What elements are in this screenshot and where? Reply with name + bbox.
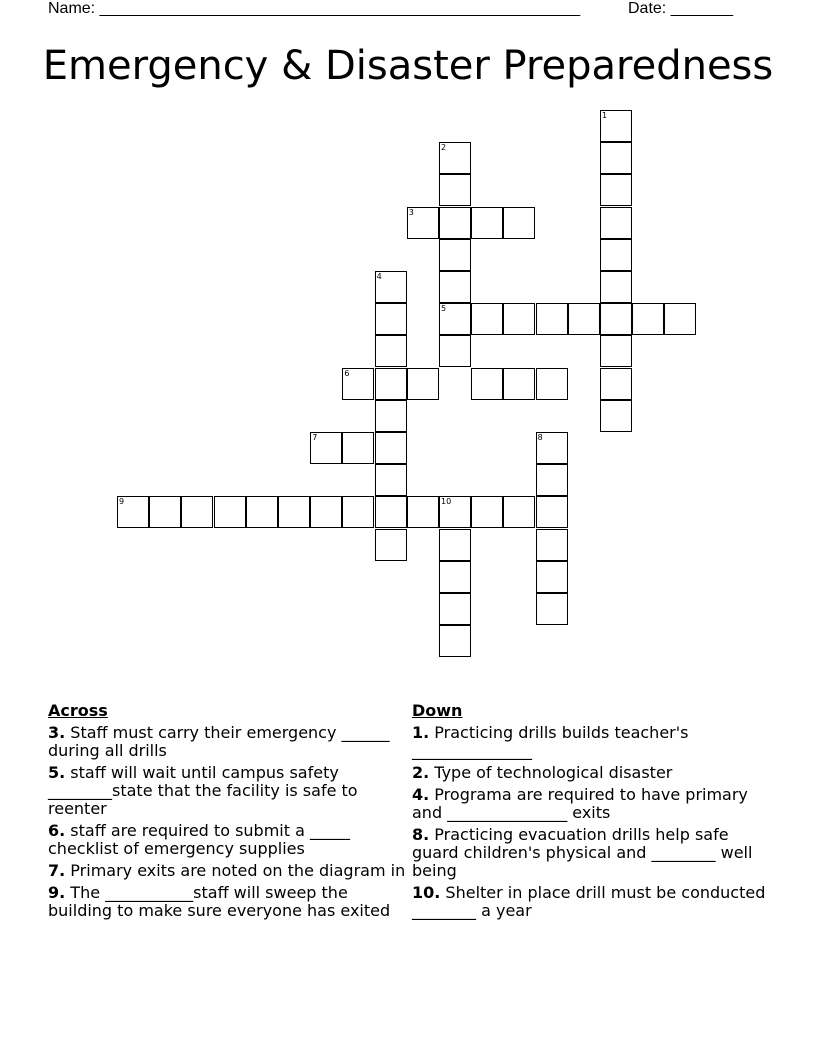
clue-number: 3 xyxy=(408,207,414,217)
crossword-cell[interactable] xyxy=(278,496,310,528)
crossword-cell[interactable] xyxy=(600,400,632,432)
clue-text: staff are required to submit a _____ checklist of emergency supplies xyxy=(48,821,350,858)
clue-text: Staff must carry their emergency ______ during all drills xyxy=(48,723,390,760)
crossword-cell[interactable] xyxy=(568,303,600,335)
crossword-cell[interactable] xyxy=(600,368,632,400)
across-clue xyxy=(48,884,406,920)
crossword-cell[interactable] xyxy=(471,207,503,239)
crossword-cell[interactable] xyxy=(536,561,568,593)
crossword-cell[interactable] xyxy=(375,496,407,528)
crossword-cell[interactable] xyxy=(600,174,632,206)
down-heading: Down xyxy=(412,701,463,720)
clue-number: 4 xyxy=(376,272,382,281)
crossword-cell[interactable] xyxy=(375,464,407,496)
clue-number-label: 6. xyxy=(48,821,66,840)
across-heading: Across xyxy=(48,701,108,720)
crossword-cell[interactable] xyxy=(471,368,503,400)
crossword-cell[interactable] xyxy=(600,239,632,271)
page-title: Emergency & Disaster Preparedness xyxy=(42,43,774,89)
crossword-cell[interactable] xyxy=(407,207,439,239)
crossword-cell[interactable] xyxy=(439,142,471,174)
crossword-cell[interactable] xyxy=(375,529,407,561)
crossword-cell[interactable] xyxy=(439,561,471,593)
clue-text: Practicing drills builds teacher's _______________ xyxy=(412,723,689,760)
crossword-cell[interactable] xyxy=(342,432,374,464)
across-clue xyxy=(48,822,406,858)
clue-number: 10 xyxy=(441,497,452,507)
clue-text: staff will wait until campus safety ________state that the facility is safe to reenter xyxy=(48,763,358,818)
crossword-cell[interactable] xyxy=(600,110,632,142)
down-clue xyxy=(412,724,772,760)
crossword-cell[interactable] xyxy=(536,496,568,528)
crossword-cell[interactable] xyxy=(439,271,471,303)
crossword-cell[interactable] xyxy=(375,303,407,335)
clue-number-label: 5. xyxy=(48,763,66,782)
across-clues xyxy=(48,702,406,924)
crossword-cell[interactable] xyxy=(310,496,342,528)
crossword-cell[interactable] xyxy=(600,335,632,367)
crossword-cell[interactable] xyxy=(600,142,632,174)
crossword-cell[interactable] xyxy=(439,529,471,561)
clue-number: 5 xyxy=(441,304,447,314)
crossword-cell[interactable] xyxy=(600,303,632,335)
crossword-cell[interactable] xyxy=(503,303,535,335)
crossword-cell[interactable] xyxy=(471,496,503,528)
clue-text: Primary exits are noted on the diagram in xyxy=(65,861,406,880)
clue-number-label: 8. xyxy=(412,825,430,844)
crossword-cell[interactable] xyxy=(536,432,568,464)
crossword-cell[interactable] xyxy=(536,593,568,625)
crossword-cell[interactable] xyxy=(536,529,568,561)
clue-number-label: 3. xyxy=(48,723,66,742)
crossword-cell[interactable] xyxy=(439,496,471,528)
down-clues xyxy=(412,702,772,924)
crossword-cell[interactable] xyxy=(375,432,407,464)
across-clue xyxy=(48,764,406,818)
crossword-cell[interactable] xyxy=(375,368,407,400)
crossword-cell[interactable] xyxy=(600,271,632,303)
clue-text: Programa are required to have primary and _______________ exits xyxy=(412,785,748,822)
crossword-cell[interactable] xyxy=(536,464,568,496)
clue-number: 6 xyxy=(344,368,350,378)
crossword-cell[interactable] xyxy=(181,496,213,528)
crossword-cell[interactable] xyxy=(536,303,568,335)
clue-number: 2 xyxy=(441,143,447,153)
crossword-cell[interactable] xyxy=(407,496,439,528)
clue-text: Type of technological disaster xyxy=(429,763,673,782)
crossword-cell[interactable] xyxy=(503,496,535,528)
crossword-cell[interactable] xyxy=(310,432,342,464)
down-clue xyxy=(412,826,772,880)
clue-number-label: 4. xyxy=(412,785,430,804)
date-field-label[interactable]: Date: _______ xyxy=(628,0,733,17)
clue-text: Shelter in place drill must be conducted ________ a year xyxy=(412,883,766,920)
crossword-cell[interactable] xyxy=(342,368,374,400)
crossword-cell[interactable] xyxy=(439,335,471,367)
clue-number-label: 2. xyxy=(412,763,430,782)
down-clue xyxy=(412,786,772,822)
crossword-cell[interactable] xyxy=(503,207,535,239)
crossword-cell[interactable] xyxy=(439,239,471,271)
crossword-cell[interactable] xyxy=(439,207,471,239)
crossword-cell[interactable] xyxy=(536,368,568,400)
crossword-cell[interactable] xyxy=(375,335,407,367)
clue-number: 9 xyxy=(119,497,125,507)
down-clue xyxy=(412,884,772,920)
crossword-cell[interactable] xyxy=(214,496,246,528)
clue-number-label: 7. xyxy=(48,861,66,880)
across-clue xyxy=(48,724,406,760)
clue-number-label: 1. xyxy=(412,723,430,742)
crossword-cell[interactable] xyxy=(375,271,407,303)
crossword-cell[interactable] xyxy=(664,303,696,335)
across-clue xyxy=(48,862,406,880)
crossword-cell[interactable] xyxy=(149,496,181,528)
clue-text: Practicing evacuation drills help safe guard children's physical and ________ well being xyxy=(412,825,753,880)
crossword-cell[interactable] xyxy=(407,368,439,400)
down-clue xyxy=(412,764,772,782)
clue-number-label: 10. xyxy=(412,883,441,902)
crossword-cell[interactable] xyxy=(600,207,632,239)
crossword-cell[interactable] xyxy=(471,303,503,335)
clue-number: 7 xyxy=(312,433,318,442)
crossword-cell[interactable] xyxy=(439,625,471,657)
crossword-cell[interactable] xyxy=(342,496,374,528)
crossword-cell[interactable] xyxy=(375,400,407,432)
clue-text: The ___________staff will sweep the building to make sure everyone has exited xyxy=(48,883,391,920)
name-field-label[interactable]: Name: ______________________________________________________ xyxy=(48,0,581,17)
crossword-cell[interactable] xyxy=(246,496,278,528)
clue-number: 1 xyxy=(602,111,608,120)
crossword-cell[interactable] xyxy=(503,368,535,400)
crossword-cell[interactable] xyxy=(439,174,471,206)
clue-number-label: 9. xyxy=(48,883,66,902)
crossword-cell[interactable] xyxy=(439,593,471,625)
clue-number: 8 xyxy=(537,433,543,442)
crossword-cell[interactable] xyxy=(439,303,471,335)
crossword-cell[interactable] xyxy=(632,303,664,335)
crossword-cell[interactable] xyxy=(117,496,149,528)
